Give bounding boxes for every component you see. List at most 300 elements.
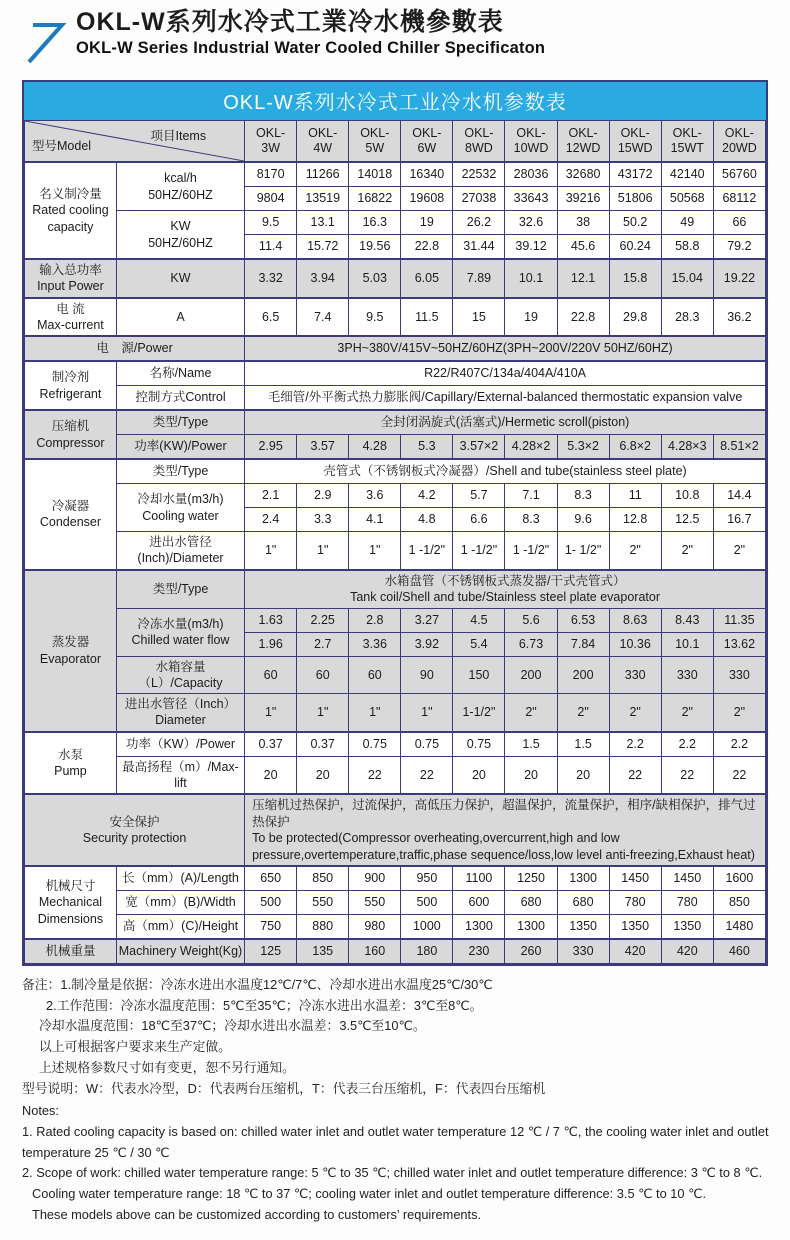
- value-cell: 9.5: [349, 298, 401, 337]
- value-cell: 680: [505, 891, 557, 915]
- value-cell: 0.75: [401, 732, 453, 757]
- value-cell: 1.96: [245, 632, 297, 656]
- category-cell: 压缩机 Compressor: [25, 410, 117, 459]
- value-cell: 9804: [245, 187, 297, 211]
- value-cell: 260: [505, 939, 557, 964]
- item-cell: 类型/Type: [116, 410, 244, 435]
- item-cell: 类型/Type: [116, 459, 244, 484]
- value-cell: 13.62: [713, 632, 765, 656]
- model-header: OKL- 3W: [245, 121, 297, 163]
- value-cell: 49: [661, 211, 713, 235]
- value-cell: 2": [609, 694, 661, 732]
- value-cell: 3.57: [297, 435, 349, 460]
- value-cell: 2.1: [245, 484, 297, 508]
- page-header: [22, 8, 768, 66]
- table-row: [25, 336, 766, 361]
- value-cell: 680: [557, 891, 609, 915]
- item-cell: 长（mm）(A)/Length: [116, 866, 244, 891]
- merged-value-cell: 全封闭涡旋式(活塞式)/Hermetic scroll(piston): [245, 410, 766, 435]
- value-cell: 1": [297, 694, 349, 732]
- value-cell: 56760: [713, 162, 765, 187]
- value-cell: 50.2: [609, 211, 661, 235]
- value-cell: 8.51×2: [713, 435, 765, 460]
- value-cell: 2.9: [297, 484, 349, 508]
- category-cell: 水泵 Pump: [25, 732, 117, 795]
- value-cell: 22: [401, 756, 453, 794]
- value-cell: 0.37: [245, 732, 297, 757]
- category-cell: 输入总功率 Input Power: [25, 259, 117, 298]
- value-cell: 20: [557, 756, 609, 794]
- merged-value-cell: 压缩机过热保护，过流保护，高低压力保护，超温保护，流量保护，相序/缺相保护，排气过热保护 To be protected(Compressor overheating,overcurrent,high and low pressure,overtemperature,traffic,phase sequence/loss,low level anti-freezing,Exhaust heat): [245, 794, 766, 866]
- value-cell: 38: [557, 211, 609, 235]
- value-cell: 4.28×2: [505, 435, 557, 460]
- table-row: [25, 608, 766, 632]
- value-cell: 22: [661, 756, 713, 794]
- note-line: These models above can be customized according to customers’ requirements.: [32, 1206, 482, 1222]
- value-cell: 11.4: [245, 235, 297, 260]
- value-cell: 2.8: [349, 608, 401, 632]
- model-header: OKL- 4W: [297, 121, 349, 163]
- value-cell: 16.3: [349, 211, 401, 235]
- table-row: [25, 732, 766, 757]
- value-cell: 10.1: [505, 259, 557, 298]
- value-cell: 26.2: [453, 211, 505, 235]
- category-cell: 电 流 Max-current: [25, 298, 117, 337]
- value-cell: 330: [609, 656, 661, 694]
- value-cell: 79.2: [713, 235, 765, 260]
- model-header: OKL- 10WD: [505, 121, 557, 163]
- table-row: [25, 915, 766, 940]
- value-cell: 9.6: [557, 508, 609, 532]
- value-cell: 2": [713, 532, 765, 570]
- arrow-logo-icon: [22, 16, 68, 66]
- table-row: [25, 656, 766, 694]
- spec-table: [24, 120, 766, 964]
- value-cell: 900: [349, 866, 401, 891]
- category-cell: 冷凝器 Condenser: [25, 459, 117, 570]
- value-cell: 330: [557, 939, 609, 964]
- value-cell: 8170: [245, 162, 297, 187]
- value-cell: 20: [297, 756, 349, 794]
- value-cell: 2": [557, 694, 609, 732]
- value-cell: 2": [661, 694, 713, 732]
- merged-value-cell: R22/R407C/134a/404A/410A: [245, 361, 766, 386]
- value-cell: 22.8: [557, 298, 609, 337]
- value-cell: 780: [661, 891, 713, 915]
- value-cell: 20: [245, 756, 297, 794]
- value-cell: 2.7: [297, 632, 349, 656]
- value-cell: 7.1: [505, 484, 557, 508]
- value-cell: 16340: [401, 162, 453, 187]
- value-cell: 22532: [453, 162, 505, 187]
- value-cell: 20: [453, 756, 505, 794]
- value-cell: 6.73: [505, 632, 557, 656]
- value-cell: 3.3: [297, 508, 349, 532]
- value-cell: 8.3: [505, 508, 557, 532]
- value-cell: 1450: [609, 866, 661, 891]
- value-cell: 2.2: [713, 732, 765, 757]
- value-cell: 880: [297, 915, 349, 940]
- category-cell: 机械尺寸 Mechanical Dimensions: [25, 866, 117, 939]
- table-row: [25, 570, 766, 609]
- table-row: [25, 939, 766, 964]
- value-cell: 1600: [713, 866, 765, 891]
- value-cell: 12.5: [661, 508, 713, 532]
- table-row: [25, 891, 766, 915]
- note-line: Cooling water temperature range: 18 ℃ to 37 ℃; cooling water inlet and outlet temperature difference: 3.5 ℃ to 10 ℃.: [32, 1186, 707, 1202]
- value-cell: 60: [349, 656, 401, 694]
- value-cell: 1.63: [245, 608, 297, 632]
- value-cell: 19.22: [713, 259, 765, 298]
- note-line: temperature 25 ℃ / 30 ℃: [22, 1144, 170, 1160]
- value-cell: 420: [661, 939, 713, 964]
- item-cell: A: [116, 298, 244, 337]
- value-cell: 11.35: [713, 608, 765, 632]
- item-cell: 宽（mm）(B)/Width: [116, 891, 244, 915]
- table-row: [25, 410, 766, 435]
- value-cell: 500: [245, 891, 297, 915]
- value-cell: 330: [713, 656, 765, 694]
- spec-table-wrap: [22, 80, 768, 966]
- item-cell: 控制方式Control: [116, 386, 244, 411]
- value-cell: 0.75: [453, 732, 505, 757]
- value-cell: 19608: [401, 187, 453, 211]
- item-cell: 功率(KW)/Power: [116, 435, 244, 460]
- table-row: [25, 361, 766, 386]
- merged-value-cell: 3PH~380V/415V~50HZ/60HZ(3PH~200V/220V 50HZ/60HZ): [245, 336, 766, 361]
- value-cell: 4.8: [401, 508, 453, 532]
- table-row: [25, 259, 766, 298]
- item-cell: Machinery Weight(Kg): [116, 939, 244, 964]
- model-header: OKL- 15WD: [609, 121, 661, 163]
- value-cell: 28.3: [661, 298, 713, 337]
- value-cell: 420: [609, 939, 661, 964]
- model-header: OKL- 5W: [349, 121, 401, 163]
- value-cell: 10.8: [661, 484, 713, 508]
- value-cell: 12.1: [557, 259, 609, 298]
- value-cell: 330: [661, 656, 713, 694]
- value-cell: 15.72: [297, 235, 349, 260]
- value-cell: 180: [401, 939, 453, 964]
- value-cell: 2.2: [609, 732, 661, 757]
- value-cell: 6.6: [453, 508, 505, 532]
- items-label: 项目Items: [150, 129, 207, 143]
- value-cell: 60: [245, 656, 297, 694]
- category-cell: 电 源/Power: [25, 336, 245, 361]
- table-row: [25, 162, 766, 187]
- value-cell: 15.04: [661, 259, 713, 298]
- value-cell: 2": [505, 694, 557, 732]
- value-cell: 16822: [349, 187, 401, 211]
- value-cell: 1300: [453, 915, 505, 940]
- value-cell: 58.8: [661, 235, 713, 260]
- value-cell: 45.6: [557, 235, 609, 260]
- value-cell: 29.8: [609, 298, 661, 337]
- merged-value-cell: 毛细管/外平衡式热力膨胀阀/Capillary/External-balanced thermostatic expansion valve: [245, 386, 766, 411]
- item-cell: 进出水管径 (Inch)/Diameter: [116, 532, 244, 570]
- value-cell: 50568: [661, 187, 713, 211]
- value-cell: 12.8: [609, 508, 661, 532]
- table-row: [25, 211, 766, 235]
- value-cell: 39.12: [505, 235, 557, 260]
- value-cell: 11266: [297, 162, 349, 187]
- value-cell: 3.94: [297, 259, 349, 298]
- value-cell: 4.5: [453, 608, 505, 632]
- category-cell: 蒸发器 Evaporator: [25, 570, 117, 732]
- value-cell: 20: [505, 756, 557, 794]
- value-cell: 980: [349, 915, 401, 940]
- value-cell: 135: [297, 939, 349, 964]
- value-cell: 850: [713, 891, 765, 915]
- value-cell: 31.44: [453, 235, 505, 260]
- value-cell: 2": [661, 532, 713, 570]
- value-cell: 1": [349, 694, 401, 732]
- model-header: OKL- 20WD: [713, 121, 765, 163]
- value-cell: 5.7: [453, 484, 505, 508]
- value-cell: 1350: [661, 915, 713, 940]
- value-cell: 10.1: [661, 632, 713, 656]
- note-line: 备注：1.制冷量是依据：冷冻水进出水温度12℃/7℃、冷却水进出水温度25℃/30℃: [22, 977, 493, 992]
- value-cell: 15.8: [609, 259, 661, 298]
- value-cell: 42140: [661, 162, 713, 187]
- value-cell: 1": [401, 694, 453, 732]
- value-cell: 1 -1/2": [453, 532, 505, 570]
- value-cell: 60.24: [609, 235, 661, 260]
- page-title: OKL-W系列水冷式工業冷水機參數表: [76, 8, 504, 36]
- value-cell: 1 -1/2": [401, 532, 453, 570]
- corner-cell: [25, 121, 245, 163]
- value-cell: 19: [401, 211, 453, 235]
- value-cell: 19: [505, 298, 557, 337]
- value-cell: 13.1: [297, 211, 349, 235]
- table-row: [25, 866, 766, 891]
- value-cell: 200: [557, 656, 609, 694]
- item-cell: kcal/h 50HZ/60HZ: [116, 162, 244, 211]
- notes-chinese: [22, 975, 768, 1099]
- note-line: 2. Scope of work: chilled water temperature range: 5 ℃ to 35 ℃; chilled water inlet and outlet temperature difference: 3 ℃ to 8 ℃.: [22, 1165, 763, 1181]
- item-cell: 高（mm）(C)/Height: [116, 915, 244, 940]
- value-cell: 0.75: [349, 732, 401, 757]
- note-line: 上述规格参数尺寸如有变更，恕不另行通知。: [39, 1059, 295, 1075]
- title-block: [76, 8, 545, 59]
- value-cell: 33643: [505, 187, 557, 211]
- value-cell: 2.4: [245, 508, 297, 532]
- value-cell: 1": [349, 532, 401, 570]
- value-cell: 11.5: [401, 298, 453, 337]
- note-line: 型号说明：W：代表水冷型，D：代表两台压缩机，T：代表三台压缩机，F：代表四台压缩机: [22, 1080, 546, 1096]
- value-cell: 1250: [505, 866, 557, 891]
- value-cell: 14018: [349, 162, 401, 187]
- value-cell: 230: [453, 939, 505, 964]
- value-cell: 66: [713, 211, 765, 235]
- value-cell: 460: [713, 939, 765, 964]
- value-cell: 7.89: [453, 259, 505, 298]
- item-cell: 冷冻水量(m3/h) Chilled water flow: [116, 608, 244, 656]
- value-cell: 3.6: [349, 484, 401, 508]
- value-cell: 32.6: [505, 211, 557, 235]
- notes-english: [22, 1101, 768, 1225]
- spec-table-body: [25, 162, 766, 964]
- value-cell: 8.63: [609, 608, 661, 632]
- value-cell: 850: [297, 866, 349, 891]
- value-cell: 11: [609, 484, 661, 508]
- item-cell: 进出水管径（Inch） Diameter: [116, 694, 244, 732]
- value-cell: 1350: [609, 915, 661, 940]
- item-cell: 冷却水量(m3/h) Cooling water: [116, 484, 244, 532]
- item-cell: KW 50HZ/60HZ: [116, 211, 244, 260]
- table-row: [25, 532, 766, 570]
- value-cell: 600: [453, 891, 505, 915]
- item-cell: 水箱容量（L）/Capacity: [116, 656, 244, 694]
- value-cell: 2": [713, 694, 765, 732]
- value-cell: 1-1/2": [453, 694, 505, 732]
- value-cell: 1480: [713, 915, 765, 940]
- value-cell: 750: [245, 915, 297, 940]
- model-header: OKL- 15WT: [661, 121, 713, 163]
- note-line: 冷却水温度范围：18℃至37℃；冷却水进出水温差：3.5℃至10℃。: [39, 1018, 426, 1034]
- item-cell: 名称/Name: [116, 361, 244, 386]
- value-cell: 8.43: [661, 608, 713, 632]
- value-cell: 5.4: [453, 632, 505, 656]
- value-cell: 39216: [557, 187, 609, 211]
- value-cell: 6.5: [245, 298, 297, 337]
- value-cell: 28036: [505, 162, 557, 187]
- value-cell: 6.53: [557, 608, 609, 632]
- value-cell: 51806: [609, 187, 661, 211]
- value-cell: 7.84: [557, 632, 609, 656]
- value-cell: 13519: [297, 187, 349, 211]
- value-cell: 1": [245, 532, 297, 570]
- item-cell: KW: [116, 259, 244, 298]
- value-cell: 3.36: [349, 632, 401, 656]
- merged-value-cell: 水箱盘管（不锈钢板式蒸发器/干式壳管式） Tank coil/Shell and tube/Stainless steel plate evaporator: [245, 570, 766, 609]
- value-cell: 160: [349, 939, 401, 964]
- value-cell: 19.56: [349, 235, 401, 260]
- value-cell: 550: [297, 891, 349, 915]
- value-cell: 5.3×2: [557, 435, 609, 460]
- value-cell: 8.3: [557, 484, 609, 508]
- value-cell: 4.28×3: [661, 435, 713, 460]
- value-cell: 200: [505, 656, 557, 694]
- value-cell: 3.92: [401, 632, 453, 656]
- value-cell: 16.7: [713, 508, 765, 532]
- value-cell: 36.2: [713, 298, 765, 337]
- table-caption: OKL-W系列水冷式工业冷水机参数表: [24, 82, 766, 120]
- value-cell: 1300: [505, 915, 557, 940]
- item-cell: 类型/Type: [116, 570, 244, 609]
- value-cell: 68112: [713, 187, 765, 211]
- item-cell: 最高扬程（m）/Max-lift: [116, 756, 244, 794]
- value-cell: 4.1: [349, 508, 401, 532]
- value-cell: 1300: [557, 866, 609, 891]
- value-cell: 0.37: [297, 732, 349, 757]
- value-cell: 950: [401, 866, 453, 891]
- value-cell: 22: [713, 756, 765, 794]
- value-cell: 2.95: [245, 435, 297, 460]
- note-line: 1. Rated cooling capacity is based on: chilled water inlet and outlet water temperature 12 ℃ / 7 ℃, the cooling water inlet and outlet: [22, 1124, 769, 1140]
- category-cell: 安全保护 Security protection: [25, 794, 245, 866]
- value-cell: 4.28: [349, 435, 401, 460]
- note-line: 2.工作范围：冷冻水温度范围：5℃至35℃；冷冻水进出水温差：3℃至8℃。: [46, 997, 483, 1013]
- value-cell: 1350: [557, 915, 609, 940]
- value-cell: 3.32: [245, 259, 297, 298]
- table-row: [25, 794, 766, 866]
- value-cell: 2.25: [297, 608, 349, 632]
- table-row: [25, 435, 766, 460]
- value-cell: 1- 1/2": [557, 532, 609, 570]
- model-header: OKL- 8WD: [453, 121, 505, 163]
- value-cell: 550: [349, 891, 401, 915]
- value-cell: 22: [349, 756, 401, 794]
- model-header: OKL- 12WD: [557, 121, 609, 163]
- note-line: 以上可根据客户要求来生产定做。: [39, 1039, 231, 1055]
- table-row: [25, 386, 766, 411]
- value-cell: 1": [245, 694, 297, 732]
- table-row: [25, 694, 766, 732]
- value-cell: 27038: [453, 187, 505, 211]
- category-cell: 名义制冷量 Rated cooling capacity: [25, 162, 117, 259]
- value-cell: 1450: [661, 866, 713, 891]
- value-cell: 10.36: [609, 632, 661, 656]
- value-cell: 5.6: [505, 608, 557, 632]
- value-cell: 6.05: [401, 259, 453, 298]
- value-cell: 150: [453, 656, 505, 694]
- table-row: [25, 459, 766, 484]
- value-cell: 5.3: [401, 435, 453, 460]
- value-cell: 500: [401, 891, 453, 915]
- value-cell: 1000: [401, 915, 453, 940]
- model-label: 型号Model: [32, 138, 92, 153]
- note-line: Notes:: [22, 1103, 59, 1119]
- value-cell: 6.8×2: [609, 435, 661, 460]
- value-cell: 43172: [609, 162, 661, 187]
- table-row: [25, 484, 766, 508]
- value-cell: 2": [609, 532, 661, 570]
- value-cell: 32680: [557, 162, 609, 187]
- value-cell: 3.27: [401, 608, 453, 632]
- value-cell: 1 -1/2": [505, 532, 557, 570]
- value-cell: 1100: [453, 866, 505, 891]
- value-cell: 5.03: [349, 259, 401, 298]
- value-cell: 780: [609, 891, 661, 915]
- table-row: [25, 756, 766, 794]
- value-cell: 7.4: [297, 298, 349, 337]
- value-cell: 60: [297, 656, 349, 694]
- value-cell: 9.5: [245, 211, 297, 235]
- value-cell: 1.5: [557, 732, 609, 757]
- value-cell: 22.8: [401, 235, 453, 260]
- merged-value-cell: 壳管式（不锈钢板式冷凝器）/Shell and tube(stainless steel plate): [245, 459, 766, 484]
- category-cell: 制冷剂 Refrigerant: [25, 361, 117, 410]
- category-cell: 机械重量: [25, 939, 117, 964]
- page-subtitle: OKL-W Series Industrial Water Cooled Chiller Specificaton: [76, 38, 546, 57]
- value-cell: 650: [245, 866, 297, 891]
- value-cell: 1.5: [505, 732, 557, 757]
- value-cell: 4.2: [401, 484, 453, 508]
- value-cell: 2.2: [661, 732, 713, 757]
- value-cell: 125: [245, 939, 297, 964]
- model-header-row: [25, 121, 766, 163]
- model-header: OKL- 6W: [401, 121, 453, 163]
- value-cell: 14.4: [713, 484, 765, 508]
- value-cell: 15: [453, 298, 505, 337]
- table-row: [25, 298, 766, 337]
- value-cell: 1": [297, 532, 349, 570]
- value-cell: 90: [401, 656, 453, 694]
- item-cell: 功率（KW）/Power: [116, 732, 244, 757]
- value-cell: 3.57×2: [453, 435, 505, 460]
- value-cell: 22: [609, 756, 661, 794]
